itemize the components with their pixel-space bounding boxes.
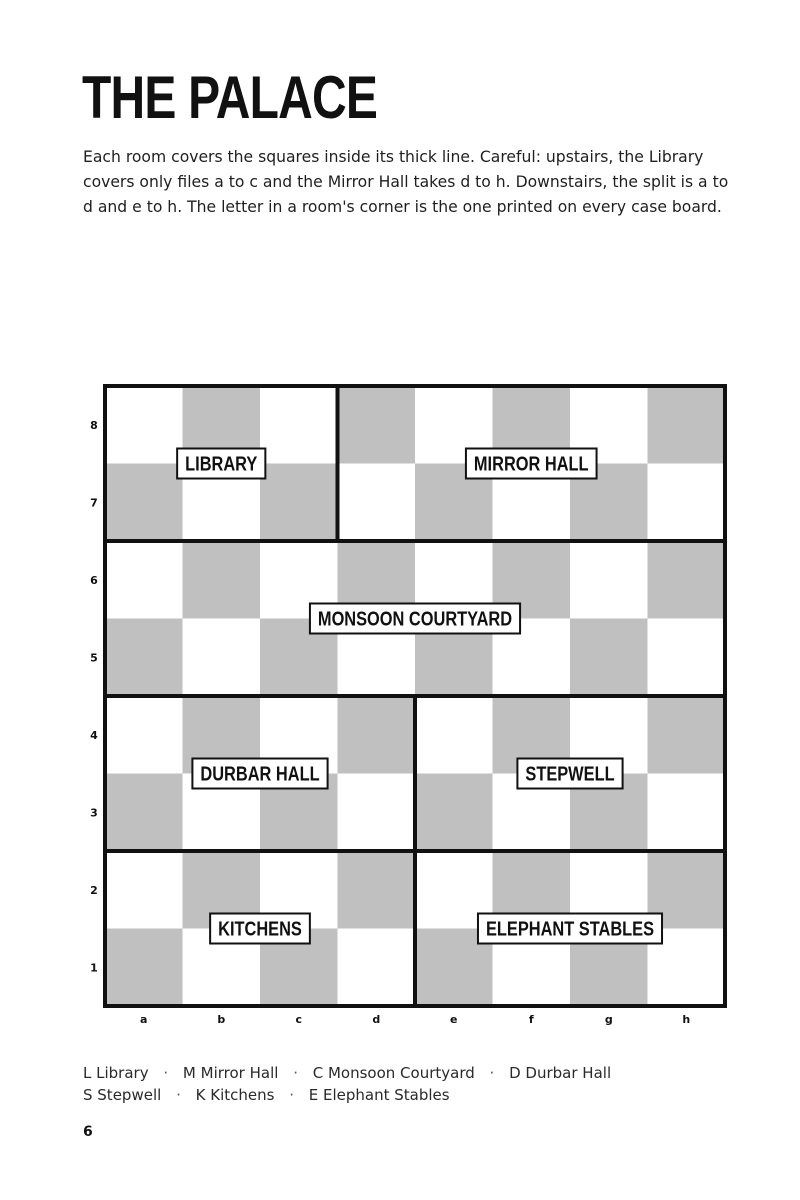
room-label-elephant-stables: ELEPHANT STABLES xyxy=(485,916,655,940)
room-label-stepwell: STEPWELL xyxy=(525,761,615,785)
rank-label-2: 2 xyxy=(90,883,98,897)
legend-item-elephant-stables: E Elephant Stables xyxy=(308,1086,450,1104)
square-h4 xyxy=(648,696,726,774)
legend-item-monsoon-courtyard: C Monsoon Courtyard xyxy=(312,1064,475,1082)
room-label-library: LIBRARY xyxy=(185,451,258,475)
room-label-mirror-hall: MIRROR HALL xyxy=(473,451,589,475)
square-a2 xyxy=(105,851,183,929)
file-label-b: b xyxy=(217,1013,226,1026)
rank-label-5: 5 xyxy=(90,651,98,665)
rank-label-7: 7 xyxy=(90,496,98,510)
legend-item-durbar-hall: D Durbar Hall xyxy=(509,1064,612,1082)
legend-separator: · xyxy=(293,1064,298,1082)
square-h8 xyxy=(648,386,726,464)
square-d7 xyxy=(338,464,416,542)
square-d8 xyxy=(338,386,416,464)
legend-separator: · xyxy=(176,1086,181,1104)
square-c7 xyxy=(260,464,338,542)
square-d2 xyxy=(338,851,416,929)
square-c8 xyxy=(260,386,338,464)
square-h5 xyxy=(648,619,726,697)
file-label-f: f xyxy=(528,1013,534,1026)
page-number: 6 xyxy=(83,1124,93,1140)
square-a7 xyxy=(105,464,183,542)
file-label-g: g xyxy=(604,1013,613,1026)
square-a6 xyxy=(105,541,183,619)
rank-label-8: 8 xyxy=(90,418,98,432)
square-d3 xyxy=(338,774,416,852)
file-label-h: h xyxy=(682,1013,691,1026)
rank-label-3: 3 xyxy=(90,806,98,820)
square-e3 xyxy=(415,774,493,852)
legend-line-1 xyxy=(83,1062,611,1084)
square-h6 xyxy=(648,541,726,619)
file-label-c: c xyxy=(295,1013,303,1026)
square-b5 xyxy=(183,619,261,697)
room-label-monsoon-courtyard: MONSOON COURTYARD xyxy=(317,606,513,630)
square-e4 xyxy=(415,696,493,774)
square-g5 xyxy=(570,619,648,697)
room-label-durbar-hall: DURBAR HALL xyxy=(200,761,320,785)
rank-label-6: 6 xyxy=(90,573,98,587)
legend-separator: · xyxy=(289,1086,294,1104)
legend-item-library: L Library xyxy=(83,1064,149,1082)
legend-item-stepwell: S Stepwell xyxy=(83,1086,162,1104)
square-a4 xyxy=(105,696,183,774)
square-a8 xyxy=(105,386,183,464)
legend-item-kitchens: K Kitchens xyxy=(195,1086,275,1104)
square-d4 xyxy=(338,696,416,774)
square-a3 xyxy=(105,774,183,852)
intro-paragraph: Each room covers the squares inside its thick line. Careful: upstairs, the Library covers only files a to c and the Mirror Hall takes d to h. Downstairs, the split is a to d and e to h. The letter in a room's corner is the one printed on every case board. xyxy=(83,148,729,216)
legend-separator: · xyxy=(489,1064,495,1082)
square-b6 xyxy=(183,541,261,619)
square-h7 xyxy=(648,464,726,542)
room-legend xyxy=(83,1062,611,1106)
square-a1 xyxy=(105,929,183,1007)
legend-separator: · xyxy=(163,1064,169,1082)
square-h3 xyxy=(648,774,726,852)
rank-label-4: 4 xyxy=(90,728,98,742)
file-label-d: d xyxy=(372,1013,381,1026)
legend-item-mirror-hall: M Mirror Hall xyxy=(182,1064,279,1082)
file-label-a: a xyxy=(140,1013,148,1026)
room-label-kitchens: KITCHENS xyxy=(218,916,302,940)
square-d1 xyxy=(338,929,416,1007)
legend-line-2 xyxy=(83,1084,611,1106)
square-g6 xyxy=(570,541,648,619)
page-title: THE PALACE xyxy=(82,64,378,131)
file-label-e: e xyxy=(450,1013,458,1026)
rank-label-1: 1 xyxy=(90,961,98,975)
square-a5 xyxy=(105,619,183,697)
